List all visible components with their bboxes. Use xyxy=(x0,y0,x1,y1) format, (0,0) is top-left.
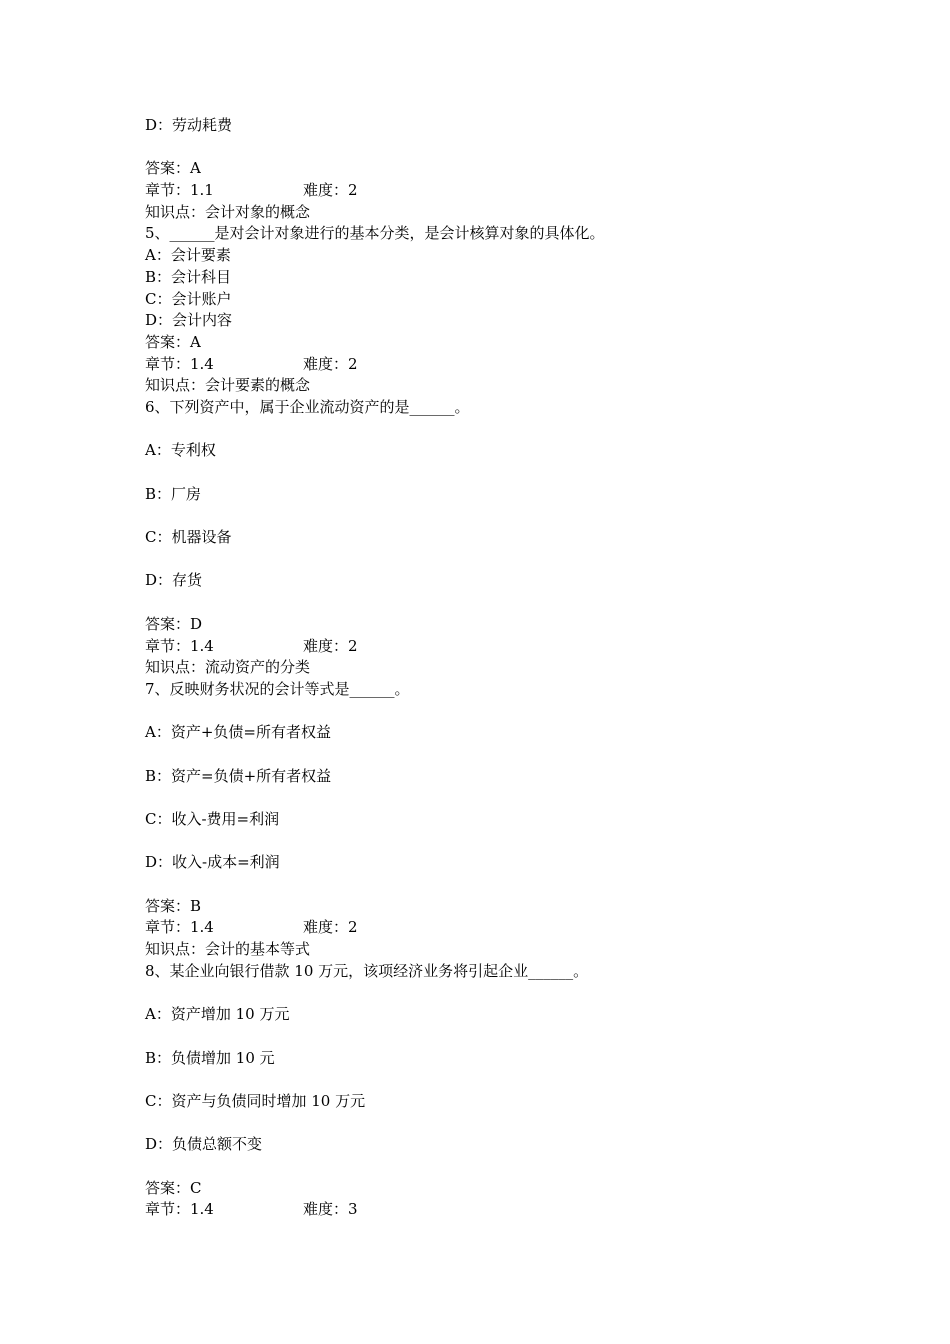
spacer xyxy=(145,505,845,527)
spacer xyxy=(145,744,845,766)
q4-knowledge: 知识点：会计对象的概念 xyxy=(145,202,311,221)
q4-option-d: D：劳动耗费 xyxy=(145,116,233,134)
q5-knowledge: 知识点：会计要素的概念 xyxy=(145,376,311,395)
spacer xyxy=(145,137,845,159)
q5-meta xyxy=(145,354,845,376)
spacer xyxy=(145,1069,845,1091)
q8-option-c: C：资产与负债同时增加 10 万元 xyxy=(145,1091,366,1110)
q6-option-d: D：存货 xyxy=(145,571,203,590)
q6-question: 6、下列资产中，属于企业流动资产的是______。 xyxy=(145,397,470,416)
spacer xyxy=(145,701,845,723)
q8-answer: 答案：C xyxy=(145,1178,202,1197)
q7-knowledge: 知识点：会计的基本等式 xyxy=(145,940,311,959)
q4-chapter: 章节：1.1 xyxy=(145,181,214,200)
q8-option-a: A：资产增加 10 万元 xyxy=(145,1005,290,1024)
q5-chapter: 章节：1.4 xyxy=(145,354,214,373)
q7-answer: 答案：B xyxy=(145,896,202,915)
q7-option-b: B：资产=负债+所有者权益 xyxy=(145,766,332,785)
q6-option-a: A：专利权 xyxy=(145,441,216,460)
spacer xyxy=(145,592,845,614)
q5-answer: 答案：A xyxy=(145,332,201,351)
q7-difficulty: 难度：2 xyxy=(303,918,358,937)
q6-knowledge: 知识点：流动资产的分类 xyxy=(145,658,311,677)
q5-option-d: D：会计内容 xyxy=(145,311,233,330)
q6-option-b: B：厂房 xyxy=(145,484,202,503)
q8-chapter: 章节：1.4 xyxy=(145,1200,214,1219)
q7-option-a: A：资产+负债=所有者权益 xyxy=(145,723,331,742)
spacer xyxy=(145,549,845,571)
q7-option-d: D：收入-成本=利润 xyxy=(145,853,280,872)
spacer xyxy=(145,1026,845,1048)
q7-option-c: C：收入-费用=利润 xyxy=(145,810,280,828)
q6-chapter: 章节：1.4 xyxy=(145,636,214,655)
q4-difficulty: 难度：2 xyxy=(303,181,358,200)
q8-option-d: D：负债总额不变 xyxy=(145,1135,263,1154)
q4-meta xyxy=(145,180,845,202)
q6-meta xyxy=(145,636,845,658)
q7-chapter: 章节：1.4 xyxy=(145,918,214,937)
spacer xyxy=(145,787,845,809)
q5-question: 5、______是对会计对象进行的基本分类，是会计核算对象的具体化。 xyxy=(145,224,605,243)
q6-difficulty: 难度：2 xyxy=(303,636,358,655)
spacer xyxy=(145,831,845,853)
q8-option-b: B：负债增加 10 元 xyxy=(145,1048,275,1067)
q6-option-c: C：机器设备 xyxy=(145,528,232,547)
q6-answer: 答案：D xyxy=(145,614,203,633)
q4-answer: 答案：A xyxy=(145,159,201,178)
q5-option-c: C：会计账户 xyxy=(145,289,232,308)
spacer xyxy=(145,462,845,484)
q5-option-a: A：会计要素 xyxy=(145,246,231,265)
q7-meta xyxy=(145,917,845,939)
q8-meta xyxy=(145,1199,845,1221)
spacer xyxy=(145,1156,845,1178)
q8-question: 8、某企业向银行借款 10 万元，该项经济业务将引起企业______。 xyxy=(145,961,589,980)
q7-question: 7、反映财务状况的会计等式是______。 xyxy=(145,679,410,698)
document-page xyxy=(145,115,845,1221)
q5-difficulty: 难度：2 xyxy=(303,354,358,373)
spacer xyxy=(145,874,845,896)
spacer xyxy=(145,1113,845,1135)
q8-difficulty: 难度：3 xyxy=(303,1200,358,1219)
spacer xyxy=(145,983,845,1005)
spacer xyxy=(145,419,845,441)
q5-option-b: B：会计科目 xyxy=(145,267,232,286)
